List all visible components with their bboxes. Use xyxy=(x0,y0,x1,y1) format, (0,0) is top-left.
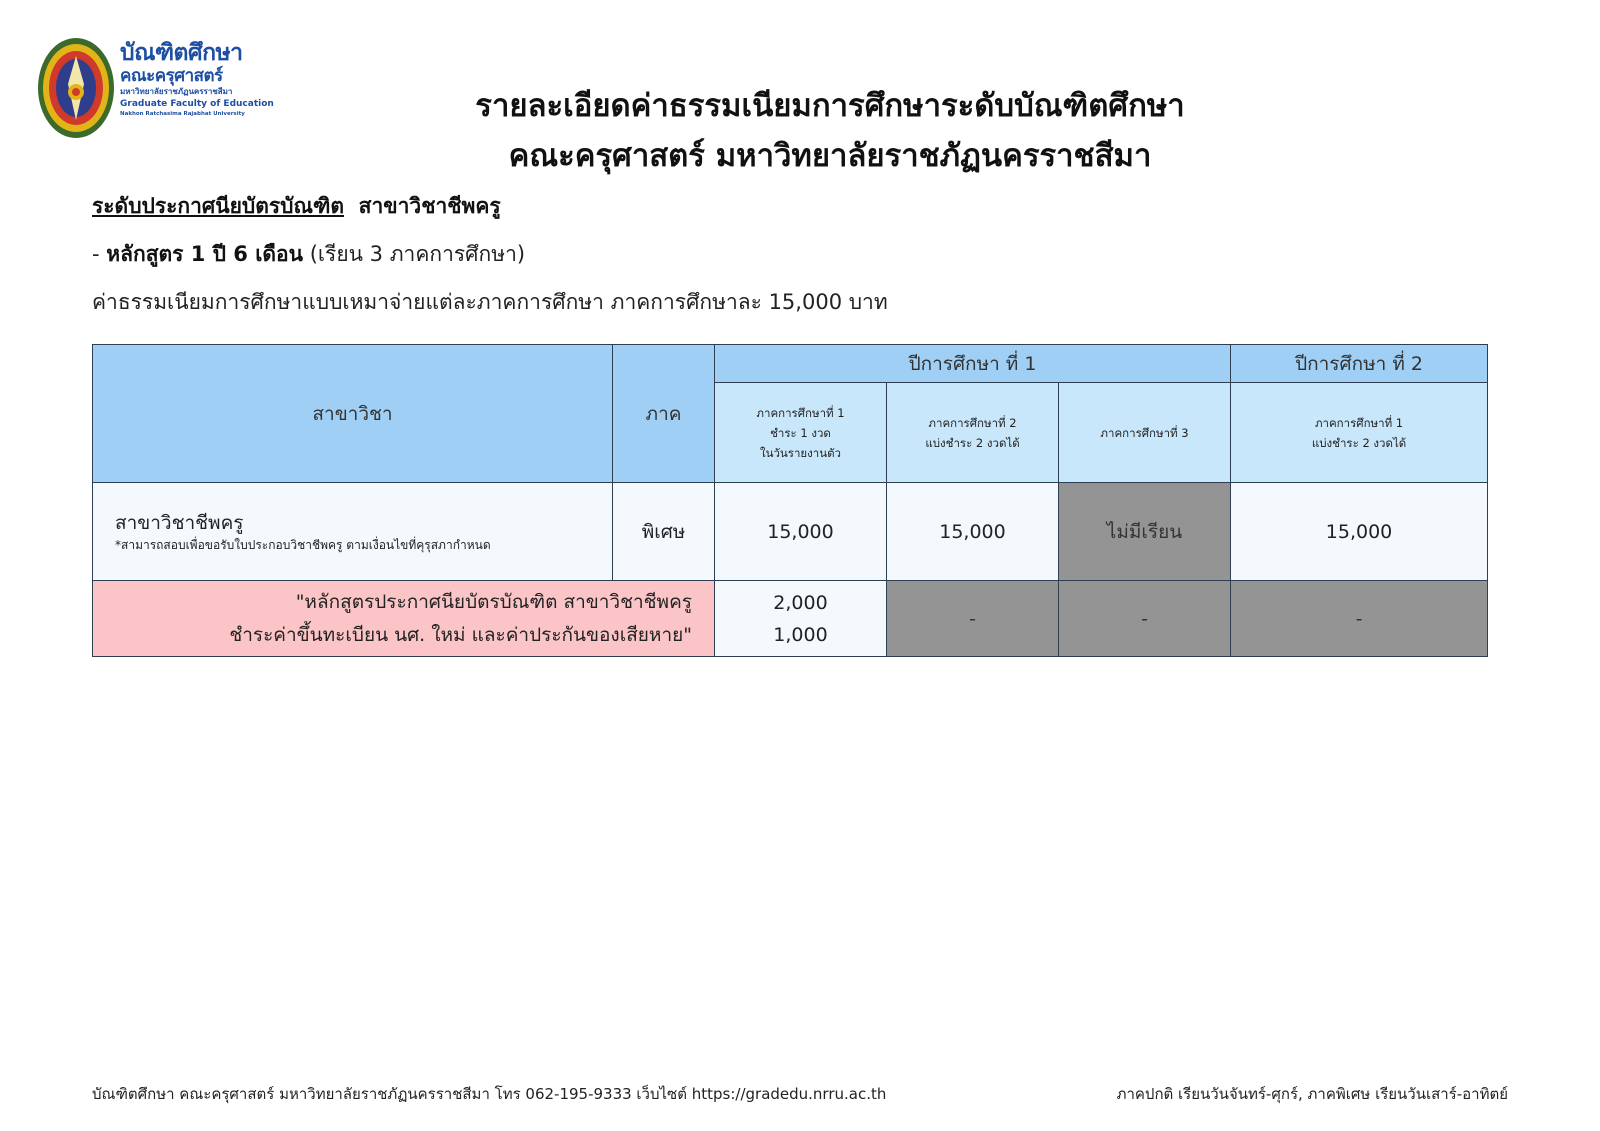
program-level: ระดับประกาศนียบัตรบัณฑิต xyxy=(92,194,345,218)
row-y2-s1-fee: 15,000 xyxy=(1231,483,1488,581)
extra-fee-values: 2,000 1,000 xyxy=(715,581,887,657)
university-seal-icon xyxy=(36,36,116,140)
row-y1-s3-fee: ไม่มีเรียน xyxy=(1059,483,1231,581)
header-section: ภาค xyxy=(613,345,715,483)
extra-y1-s2: - xyxy=(887,581,1059,657)
program-heading xyxy=(92,190,501,223)
logo-title: บัณฑิตศึกษา xyxy=(120,40,243,66)
fee-table xyxy=(92,344,1488,657)
table-row xyxy=(93,581,1488,657)
row-section: พิเศษ xyxy=(613,483,715,581)
header-y2-semester-1: ภาคการศึกษาที่ 1 แบ่งชำระ 2 งวดได้ xyxy=(1231,383,1488,483)
table-row xyxy=(93,483,1488,581)
row-major-note: *สามารถสอบเพื่อขอรับใบประกอบวิชาชีพครู ตามเงื่อนไขที่คุรุสภากำหนด xyxy=(115,537,491,552)
footer-schedule: ภาคปกติ เรียนวันจันทร์-ศุกร์, ภาคพิเศษ เรียนวันเสาร์-อาทิตย์ xyxy=(1116,1085,1508,1103)
faculty-logo xyxy=(36,36,274,140)
logo-university-th: มหาวิทยาลัยราชภัฏนครราชสีมา xyxy=(120,87,233,96)
header-year-1: ปีการศึกษา ที่ 1 xyxy=(715,345,1231,383)
header-year-2: ปีการศึกษา ที่ 2 xyxy=(1231,345,1488,383)
row-y1-s1-fee: 15,000 xyxy=(715,483,887,581)
logo-faculty: คณะครุศาสตร์ xyxy=(120,66,223,86)
course-prefix: - xyxy=(92,242,107,266)
footer-contact: บัณฑิตศึกษา คณะครุศาสตร์ มหาวิทยาลัยราชภัฏนครราชสีมา โทร 062-195-9333 เว็บไซต์ https://gradedu.nrru.ac.th xyxy=(92,1085,887,1103)
header-y1-semester-3: ภาคการศึกษาที่ 3 xyxy=(1059,383,1231,483)
row-major-name: สาขาวิชาชีพครู xyxy=(115,511,244,534)
program-major: สาขาวิชาชีพครู xyxy=(358,194,501,218)
row-major xyxy=(93,483,613,581)
extra-y2-s1: - xyxy=(1231,581,1488,657)
extra-fee-label: "หลักสูตรประกาศนียบัตรบัณฑิต สาขาวิชาชีพครู ชำระค่าขึ้นทะเบียน นศ. ใหม่ และค่าประกันของเสียหาย" xyxy=(93,581,715,657)
logo-faculty-en: Graduate Faculty of Education xyxy=(120,99,274,109)
fee-note: ค่าธรรมเนียมการศึกษาแบบเหมาจ่ายแต่ละภาคการศึกษา ภาคการศึกษาละ 15,000 บาท xyxy=(92,290,888,314)
course-detail: (เรียน 3 ภาคการศึกษา) xyxy=(303,242,526,266)
header-y1-semester-1: ภาคการศึกษาที่ 1 ชำระ 1 งวด ในวันรายงานตัว xyxy=(715,383,887,483)
extra-y1-s3: - xyxy=(1059,581,1231,657)
course-duration xyxy=(92,238,525,271)
page-title: รายละเอียดค่าธรรมเนียมการศึกษาระดับบัณฑิตศึกษา xyxy=(475,88,1185,124)
header-y1-semester-2: ภาคการศึกษาที่ 2 แบ่งชำระ 2 งวดได้ xyxy=(887,383,1059,483)
logo-university-en: Nakhon Ratchasima Rajabhat University xyxy=(120,111,245,117)
page-subtitle: คณะครุศาสตร์ มหาวิทยาลัยราชภัฏนครราชสีมา xyxy=(508,138,1152,174)
course-name: หลักสูตร 1 ปี 6 เดือน xyxy=(106,242,304,266)
header-major: สาขาวิชา xyxy=(93,345,613,483)
row-y1-s2-fee: 15,000 xyxy=(887,483,1059,581)
